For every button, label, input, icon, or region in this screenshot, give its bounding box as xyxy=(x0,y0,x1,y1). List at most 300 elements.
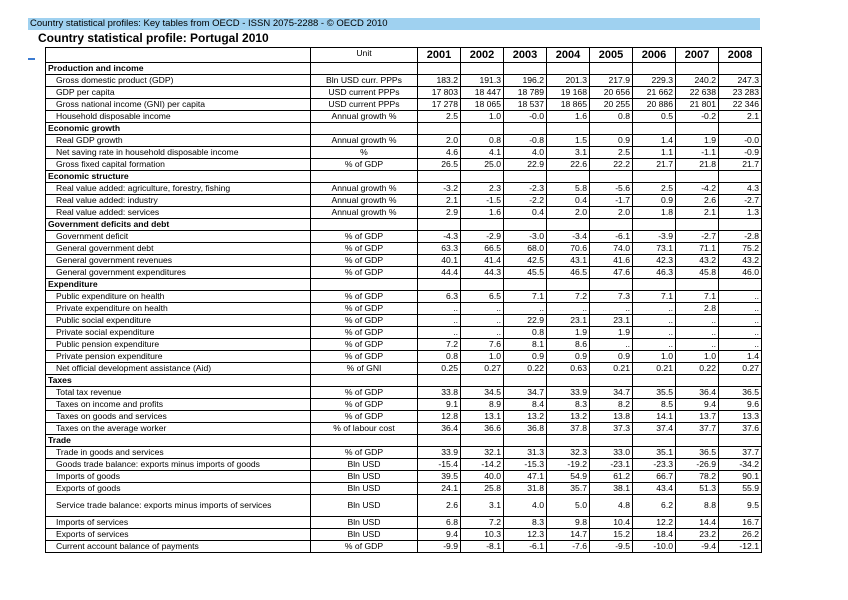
section-title: Expenditure xyxy=(46,279,311,291)
value-cell: 9.6 xyxy=(719,399,762,411)
value-cell: 183.2 xyxy=(418,75,461,87)
value-cell: 2.9 xyxy=(418,207,461,219)
empty-cell xyxy=(633,171,676,183)
section-title: Trade xyxy=(46,435,311,447)
value-cell: 2.6 xyxy=(418,495,461,517)
empty-cell xyxy=(633,63,676,75)
year-header: 2002 xyxy=(461,48,504,63)
value-cell: 14.7 xyxy=(547,529,590,541)
value-cell: -0.9 xyxy=(719,147,762,159)
value-cell: 6.5 xyxy=(461,291,504,303)
section-title: Government deficits and debt xyxy=(46,219,311,231)
value-cell: 40.0 xyxy=(461,471,504,483)
indicator-label: Public expenditure on health xyxy=(46,291,311,303)
value-cell: .. xyxy=(461,315,504,327)
table-row xyxy=(46,183,762,195)
indicator-label: Private pension expenditure xyxy=(46,351,311,363)
empty-cell xyxy=(418,375,461,387)
unit-cell: % of GDP xyxy=(311,255,418,267)
value-cell: 20 656 xyxy=(590,87,633,99)
value-cell: 1.3 xyxy=(719,207,762,219)
table-row xyxy=(46,303,762,315)
table-header-row xyxy=(46,48,762,63)
value-cell: 22.6 xyxy=(547,159,590,171)
value-cell: 9.4 xyxy=(418,529,461,541)
empty-cell xyxy=(461,63,504,75)
empty-cell xyxy=(547,171,590,183)
value-cell: 0.22 xyxy=(504,363,547,375)
empty-cell xyxy=(461,375,504,387)
value-cell: 18.4 xyxy=(633,529,676,541)
value-cell: 35.7 xyxy=(547,483,590,495)
value-cell: 18 537 xyxy=(504,99,547,111)
value-cell: 7.2 xyxy=(418,339,461,351)
unit-cell: % of GDP xyxy=(311,159,418,171)
value-cell: 23.2 xyxy=(676,529,719,541)
value-cell: 9.4 xyxy=(676,399,719,411)
empty-cell xyxy=(461,123,504,135)
indicator-label: General government debt xyxy=(46,243,311,255)
empty-cell xyxy=(719,375,762,387)
value-cell: .. xyxy=(719,315,762,327)
value-cell: -7.6 xyxy=(547,541,590,553)
indicator-label: Gross domestic product (GDP) xyxy=(46,75,311,87)
value-cell: .. xyxy=(719,303,762,315)
value-cell: 36.5 xyxy=(676,447,719,459)
value-cell: 26.2 xyxy=(719,529,762,541)
unit-cell: % of GDP xyxy=(311,351,418,363)
value-cell: .. xyxy=(418,303,461,315)
section-header-row xyxy=(46,171,762,183)
empty-cell xyxy=(590,123,633,135)
value-cell: -2.8 xyxy=(719,231,762,243)
value-cell: 4.3 xyxy=(719,183,762,195)
empty-cell xyxy=(719,219,762,231)
value-cell: 22.9 xyxy=(504,159,547,171)
value-cell: 13.8 xyxy=(590,411,633,423)
table-row xyxy=(46,411,762,423)
value-cell: -1.7 xyxy=(590,195,633,207)
value-cell: 10.3 xyxy=(461,529,504,541)
table-row xyxy=(46,351,762,363)
table-row xyxy=(46,459,762,471)
unit-cell: Annual growth % xyxy=(311,207,418,219)
value-cell: 34.5 xyxy=(461,387,504,399)
value-cell: -0.2 xyxy=(676,111,719,123)
value-cell: 21.7 xyxy=(633,159,676,171)
value-cell: 12.3 xyxy=(504,529,547,541)
value-cell: -6.1 xyxy=(504,541,547,553)
value-cell: 78.2 xyxy=(676,471,719,483)
value-cell: 41.6 xyxy=(590,255,633,267)
indicator-label: Total tax revenue xyxy=(46,387,311,399)
value-cell: 16.7 xyxy=(719,517,762,529)
unit-cell: % of GDP xyxy=(311,387,418,399)
value-cell: 35.1 xyxy=(633,447,676,459)
unit-column-header: Unit xyxy=(311,48,418,63)
value-cell: 12.8 xyxy=(418,411,461,423)
value-cell: 0.21 xyxy=(590,363,633,375)
section-header-row xyxy=(46,219,762,231)
empty-cell xyxy=(676,219,719,231)
value-cell: .. xyxy=(676,315,719,327)
value-cell: 1.4 xyxy=(633,135,676,147)
value-cell: 10.4 xyxy=(590,517,633,529)
value-cell: 44.4 xyxy=(418,267,461,279)
empty-cell xyxy=(461,219,504,231)
value-cell: 8.8 xyxy=(676,495,719,517)
empty-cell xyxy=(676,63,719,75)
table-row xyxy=(46,291,762,303)
value-cell: -4.2 xyxy=(676,183,719,195)
value-cell: 61.2 xyxy=(590,471,633,483)
value-cell: 70.6 xyxy=(547,243,590,255)
value-cell: 0.9 xyxy=(590,351,633,363)
value-cell: -12.1 xyxy=(719,541,762,553)
value-cell: .. xyxy=(633,339,676,351)
value-cell: .. xyxy=(719,327,762,339)
value-cell: -10.0 xyxy=(633,541,676,553)
value-cell: 66.5 xyxy=(461,243,504,255)
empty-cell xyxy=(504,375,547,387)
value-cell: .. xyxy=(418,327,461,339)
value-cell: 0.8 xyxy=(418,351,461,363)
value-cell: 0.9 xyxy=(633,195,676,207)
value-cell: -3.9 xyxy=(633,231,676,243)
value-cell: 247.3 xyxy=(719,75,762,87)
value-cell: 8.2 xyxy=(590,399,633,411)
value-cell: 1.0 xyxy=(633,351,676,363)
value-cell: 5.8 xyxy=(547,183,590,195)
value-cell: .. xyxy=(719,291,762,303)
value-cell: -34.2 xyxy=(719,459,762,471)
value-cell: 3.1 xyxy=(461,495,504,517)
table-row xyxy=(46,339,762,351)
value-cell: -0.0 xyxy=(719,135,762,147)
value-cell: 0.9 xyxy=(590,135,633,147)
value-cell: 21 801 xyxy=(676,99,719,111)
empty-cell xyxy=(418,171,461,183)
value-cell: 4.6 xyxy=(418,147,461,159)
indicator-label: Public social expenditure xyxy=(46,315,311,327)
value-cell: 68.0 xyxy=(504,243,547,255)
indicator-label: Real value added: agriculture, forestry, fishing xyxy=(46,183,311,195)
indicator-label: Taxes on goods and services xyxy=(46,411,311,423)
value-cell: 36.6 xyxy=(461,423,504,435)
value-cell: 37.6 xyxy=(719,423,762,435)
value-cell: 63.3 xyxy=(418,243,461,255)
value-cell: 35.5 xyxy=(633,387,676,399)
value-cell: 51.3 xyxy=(676,483,719,495)
value-cell: 7.3 xyxy=(590,291,633,303)
value-cell: 196.2 xyxy=(504,75,547,87)
value-cell: 2.1 xyxy=(719,111,762,123)
value-cell: 8.5 xyxy=(633,399,676,411)
value-cell: 32.3 xyxy=(547,447,590,459)
empty-cell xyxy=(504,435,547,447)
value-cell: 8.6 xyxy=(547,339,590,351)
value-cell: 0.5 xyxy=(633,111,676,123)
indicator-label: Imports of goods xyxy=(46,471,311,483)
table-body xyxy=(46,63,762,553)
unit-cell: % of GDP xyxy=(311,399,418,411)
value-cell: .. xyxy=(590,339,633,351)
table-row xyxy=(46,147,762,159)
table-row xyxy=(46,399,762,411)
value-cell: 0.63 xyxy=(547,363,590,375)
table-row xyxy=(46,231,762,243)
value-cell: -5.6 xyxy=(590,183,633,195)
value-cell: -3.0 xyxy=(504,231,547,243)
section-header-row xyxy=(46,123,762,135)
value-cell: 20 886 xyxy=(633,99,676,111)
value-cell: 14.1 xyxy=(633,411,676,423)
empty-cell xyxy=(676,279,719,291)
unit-cell: USD current PPPs xyxy=(311,99,418,111)
value-cell: 1.0 xyxy=(676,351,719,363)
empty-cell xyxy=(590,171,633,183)
empty-cell xyxy=(311,375,418,387)
value-cell: 37.3 xyxy=(590,423,633,435)
value-cell: .. xyxy=(633,303,676,315)
unit-cell: Bln USD curr. PPPs xyxy=(311,75,418,87)
source-banner: Country statistical profiles: Key tables from OECD - ISSN 2075-2288 - © OECD 2010 xyxy=(28,18,760,30)
statistics-table xyxy=(45,47,762,553)
table-row xyxy=(46,529,762,541)
value-cell: -6.1 xyxy=(590,231,633,243)
empty-cell xyxy=(504,123,547,135)
year-header: 2001 xyxy=(418,48,461,63)
value-cell: 66.7 xyxy=(633,471,676,483)
unit-cell: Bln USD xyxy=(311,529,418,541)
table-row xyxy=(46,495,762,517)
value-cell: 6.2 xyxy=(633,495,676,517)
empty-cell xyxy=(504,219,547,231)
empty-cell xyxy=(590,279,633,291)
table-row xyxy=(46,363,762,375)
empty-cell xyxy=(311,279,418,291)
value-cell: 1.6 xyxy=(461,207,504,219)
value-cell: -2.7 xyxy=(719,195,762,207)
empty-cell xyxy=(547,63,590,75)
value-cell: 9.8 xyxy=(547,517,590,529)
value-cell: 18 447 xyxy=(461,87,504,99)
year-header: 2004 xyxy=(547,48,590,63)
value-cell: 26.5 xyxy=(418,159,461,171)
value-cell: 46.3 xyxy=(633,267,676,279)
value-cell: 15.2 xyxy=(590,529,633,541)
value-cell: 23.1 xyxy=(547,315,590,327)
value-cell: -1.5 xyxy=(461,195,504,207)
value-cell: 229.3 xyxy=(633,75,676,87)
value-cell: -9.4 xyxy=(676,541,719,553)
value-cell: -2.3 xyxy=(504,183,547,195)
value-cell: 4.1 xyxy=(461,147,504,159)
value-cell: -3.2 xyxy=(418,183,461,195)
value-cell: 1.6 xyxy=(547,111,590,123)
value-cell: 31.3 xyxy=(504,447,547,459)
value-cell: 33.9 xyxy=(547,387,590,399)
value-cell: 8.9 xyxy=(461,399,504,411)
value-cell: 21.8 xyxy=(676,159,719,171)
value-cell: 39.5 xyxy=(418,471,461,483)
value-cell: 0.27 xyxy=(719,363,762,375)
value-cell: 18 789 xyxy=(504,87,547,99)
value-cell: 47.6 xyxy=(590,267,633,279)
indicator-label: Real GDP growth xyxy=(46,135,311,147)
value-cell: -9.9 xyxy=(418,541,461,553)
value-cell: 13.2 xyxy=(547,411,590,423)
value-cell: 43.2 xyxy=(676,255,719,267)
year-header: 2003 xyxy=(504,48,547,63)
empty-cell xyxy=(590,375,633,387)
section-title: Economic structure xyxy=(46,171,311,183)
empty-cell xyxy=(633,435,676,447)
value-cell: -4.3 xyxy=(418,231,461,243)
value-cell: 23.1 xyxy=(590,315,633,327)
value-cell: 46.5 xyxy=(547,267,590,279)
indicator-label: Trade in goods and services xyxy=(46,447,311,459)
indicator-label: Exports of services xyxy=(46,529,311,541)
value-cell: 0.4 xyxy=(504,207,547,219)
section-header-row xyxy=(46,279,762,291)
empty-cell xyxy=(418,279,461,291)
value-cell: 24.1 xyxy=(418,483,461,495)
value-cell: 0.8 xyxy=(590,111,633,123)
empty-cell xyxy=(461,171,504,183)
value-cell: 2.0 xyxy=(418,135,461,147)
value-cell: 25.0 xyxy=(461,159,504,171)
value-cell: .. xyxy=(461,303,504,315)
value-cell: 4.0 xyxy=(504,147,547,159)
value-cell: 9.5 xyxy=(719,495,762,517)
value-cell: 2.5 xyxy=(633,183,676,195)
value-cell: -26.9 xyxy=(676,459,719,471)
value-cell: 8.4 xyxy=(504,399,547,411)
value-cell: 217.9 xyxy=(590,75,633,87)
empty-cell xyxy=(311,171,418,183)
unit-cell: % of GDP xyxy=(311,411,418,423)
table-row xyxy=(46,327,762,339)
empty-cell xyxy=(504,171,547,183)
value-cell: 1.9 xyxy=(590,327,633,339)
value-cell: 0.21 xyxy=(633,363,676,375)
value-cell: 37.7 xyxy=(676,423,719,435)
value-cell: 46.0 xyxy=(719,267,762,279)
unit-cell: % of GDP xyxy=(311,231,418,243)
value-cell: 22.2 xyxy=(590,159,633,171)
value-cell: -15.4 xyxy=(418,459,461,471)
empty-cell xyxy=(590,435,633,447)
empty-cell xyxy=(719,171,762,183)
value-cell: 4.0 xyxy=(504,495,547,517)
value-cell: 42.5 xyxy=(504,255,547,267)
empty-cell xyxy=(633,279,676,291)
table-row xyxy=(46,195,762,207)
value-cell: 42.3 xyxy=(633,255,676,267)
empty-cell xyxy=(719,279,762,291)
value-cell: 9.1 xyxy=(418,399,461,411)
value-cell: 36.4 xyxy=(418,423,461,435)
page-title: Country statistical profile: Portugal 2010 xyxy=(38,31,269,45)
value-cell: 2.0 xyxy=(547,207,590,219)
indicator-label: Net saving rate in household disposable income xyxy=(46,147,311,159)
table-row xyxy=(46,483,762,495)
value-cell: 54.9 xyxy=(547,471,590,483)
value-cell: 13.3 xyxy=(719,411,762,423)
unit-cell: % of GDP xyxy=(311,267,418,279)
value-cell: -2.2 xyxy=(504,195,547,207)
value-cell: 13.1 xyxy=(461,411,504,423)
value-cell: 14.4 xyxy=(676,517,719,529)
value-cell: 73.1 xyxy=(633,243,676,255)
value-cell: .. xyxy=(719,339,762,351)
title-accent-line xyxy=(28,58,35,60)
table-row xyxy=(46,159,762,171)
value-cell: 20 255 xyxy=(590,99,633,111)
value-cell: -2.9 xyxy=(461,231,504,243)
value-cell: 7.2 xyxy=(547,291,590,303)
unit-cell: Bln USD xyxy=(311,471,418,483)
value-cell: 7.1 xyxy=(633,291,676,303)
value-cell: 3.1 xyxy=(547,147,590,159)
empty-cell xyxy=(547,123,590,135)
unit-cell: % of GDP xyxy=(311,315,418,327)
indicator-label: Gross fixed capital formation xyxy=(46,159,311,171)
table-row xyxy=(46,315,762,327)
empty-cell xyxy=(311,123,418,135)
value-cell: 22 638 xyxy=(676,87,719,99)
empty-cell xyxy=(311,63,418,75)
value-cell: 2.3 xyxy=(461,183,504,195)
value-cell: 240.2 xyxy=(676,75,719,87)
value-cell: 8.1 xyxy=(504,339,547,351)
empty-cell xyxy=(418,219,461,231)
value-cell: 7.1 xyxy=(504,291,547,303)
empty-cell xyxy=(504,63,547,75)
value-cell: 17 278 xyxy=(418,99,461,111)
empty-cell xyxy=(676,435,719,447)
empty-cell xyxy=(719,63,762,75)
section-header-row xyxy=(46,435,762,447)
section-title: Economic growth xyxy=(46,123,311,135)
value-cell: 7.1 xyxy=(676,291,719,303)
value-cell: 5.0 xyxy=(547,495,590,517)
table-row xyxy=(46,517,762,529)
value-cell: 18 065 xyxy=(461,99,504,111)
value-cell: 1.0 xyxy=(461,111,504,123)
value-cell: 7.6 xyxy=(461,339,504,351)
unit-cell: % of GDP xyxy=(311,339,418,351)
value-cell: 0.8 xyxy=(504,327,547,339)
value-cell: 0.27 xyxy=(461,363,504,375)
empty-cell xyxy=(633,219,676,231)
year-header: 2005 xyxy=(590,48,633,63)
unit-cell: Annual growth % xyxy=(311,135,418,147)
value-cell: 34.7 xyxy=(504,387,547,399)
value-cell: 32.1 xyxy=(461,447,504,459)
table-row xyxy=(46,255,762,267)
table-row xyxy=(46,87,762,99)
empty-cell xyxy=(719,435,762,447)
value-cell: 13.7 xyxy=(676,411,719,423)
value-cell: 1.8 xyxy=(633,207,676,219)
value-cell: 90.1 xyxy=(719,471,762,483)
value-cell: 55.9 xyxy=(719,483,762,495)
empty-cell xyxy=(418,435,461,447)
value-cell: 31.8 xyxy=(504,483,547,495)
table-row xyxy=(46,447,762,459)
